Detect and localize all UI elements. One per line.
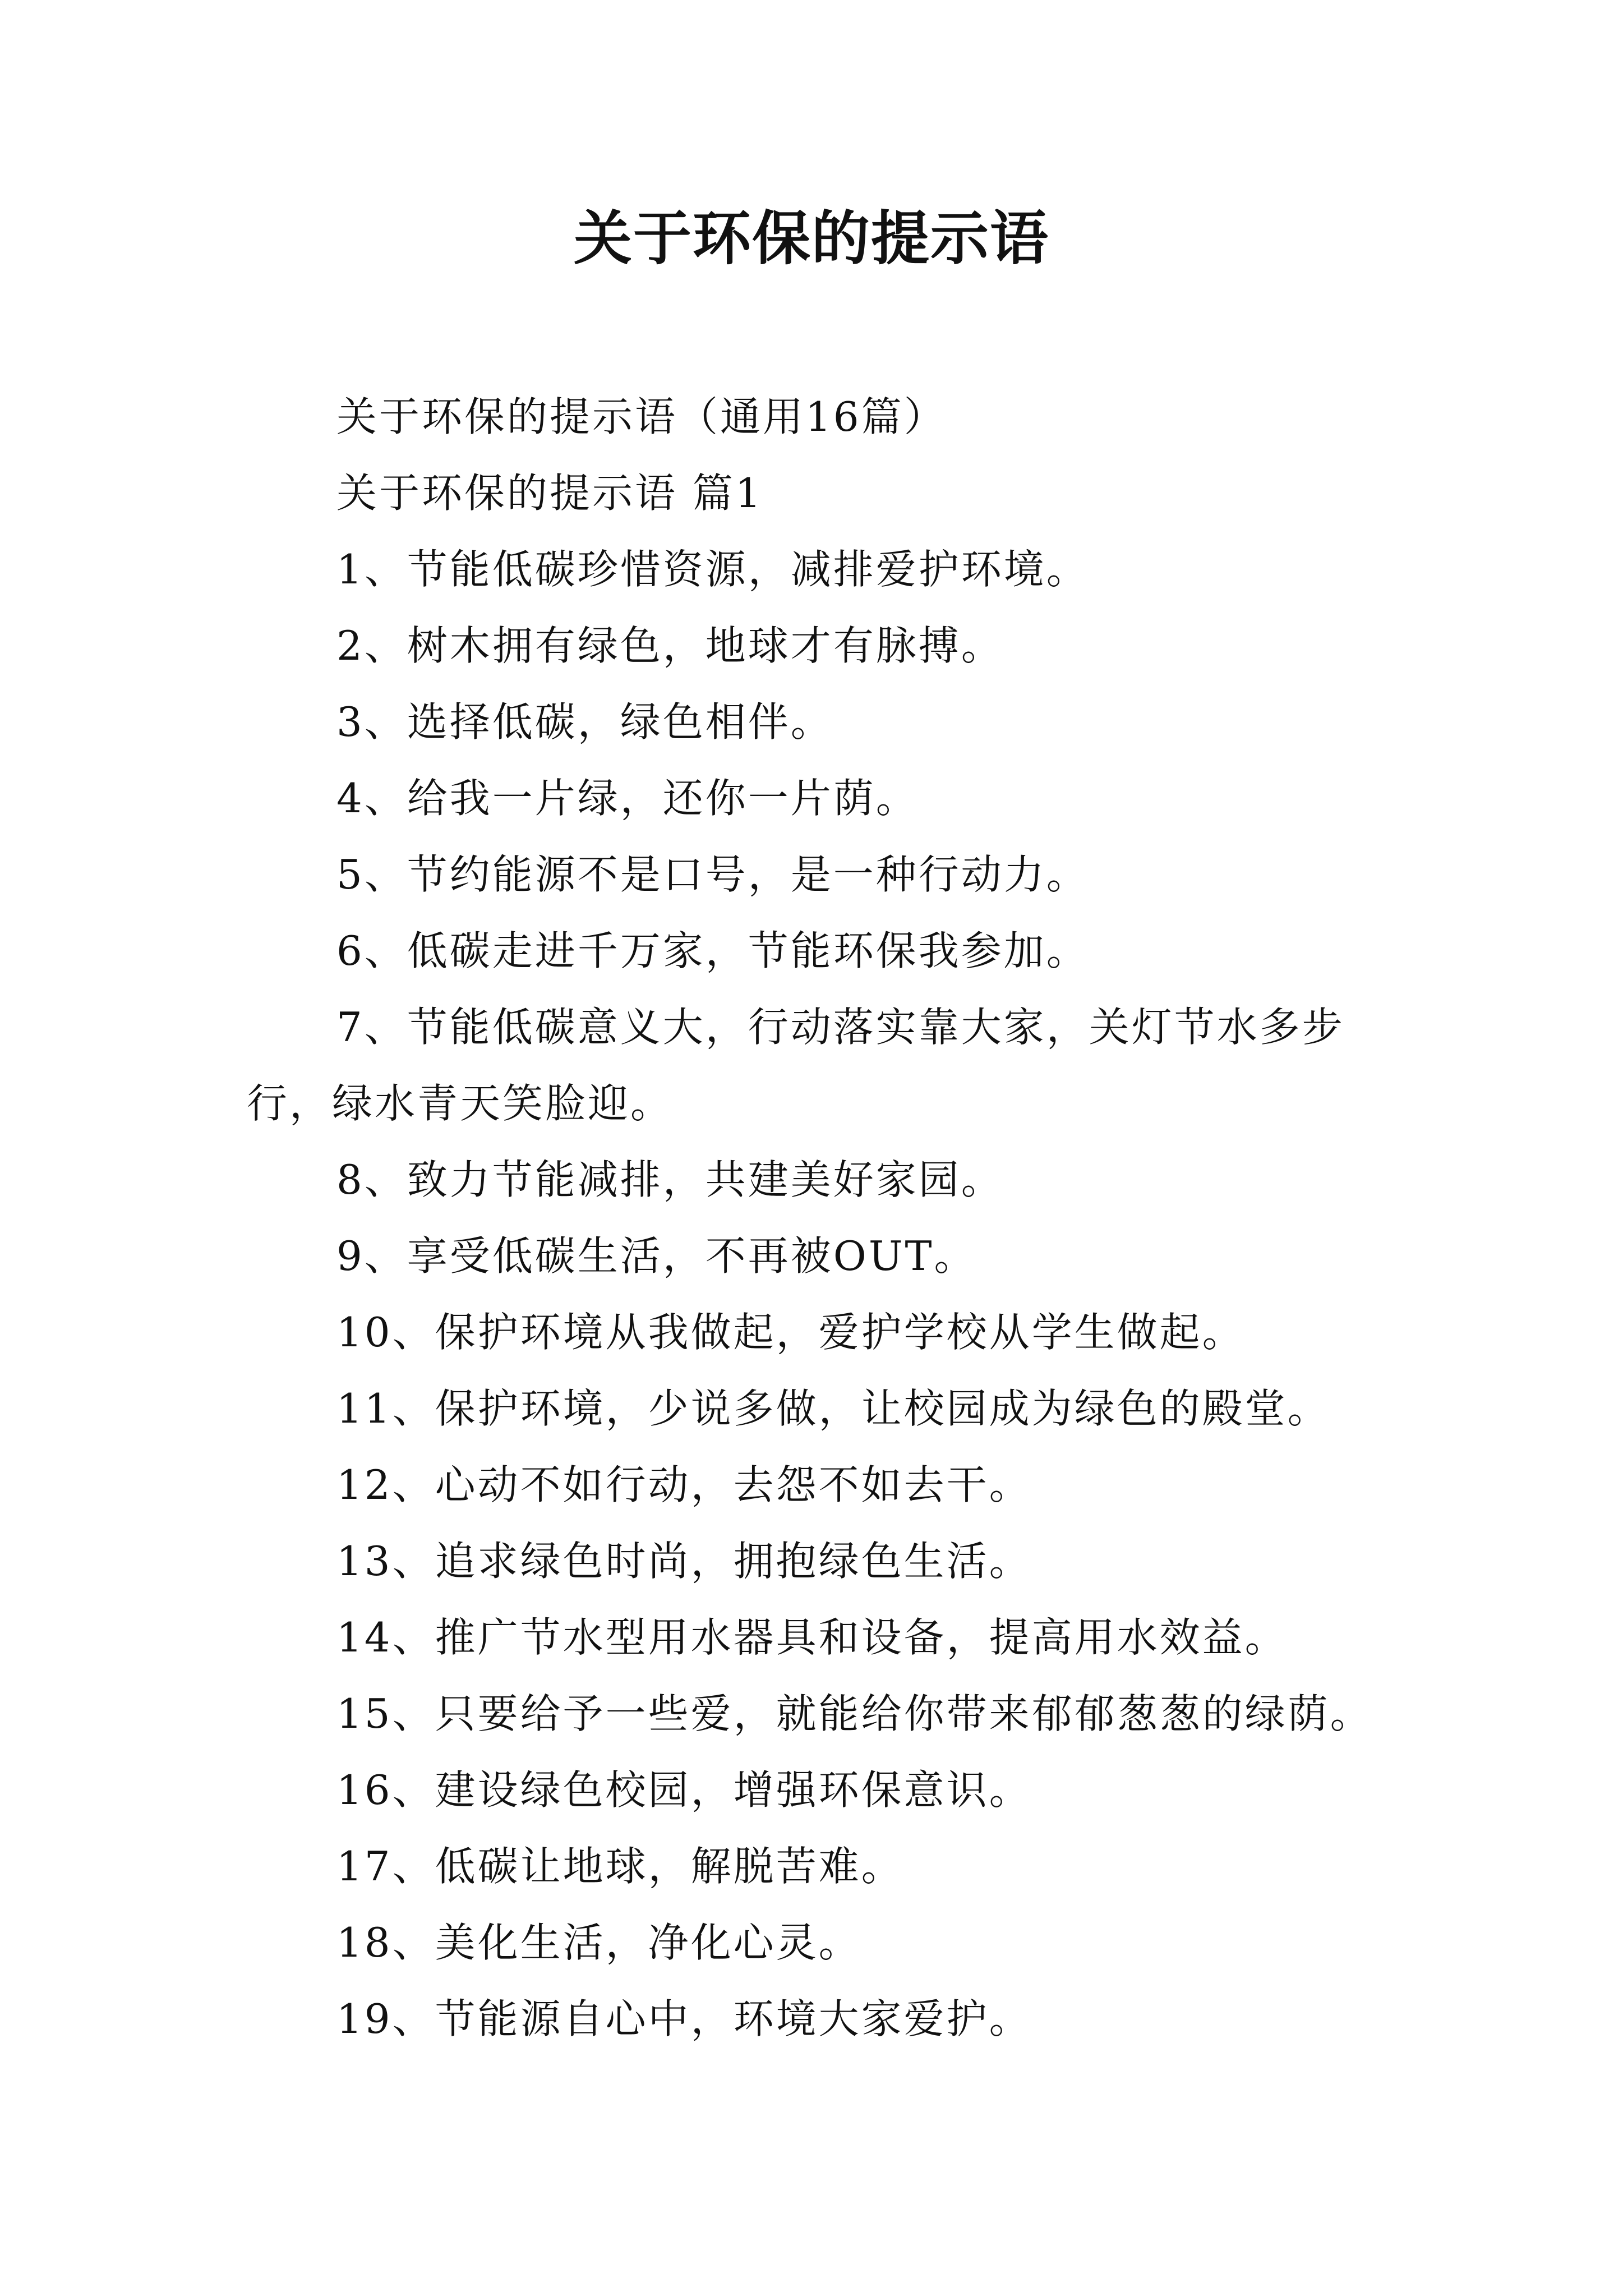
slogan-item: 9、享受低碳生活，不再被OUT。: [336, 1232, 977, 1280]
slogan-item: 11、保护环境，少说多做，让校园成为绿色的殿堂。: [336, 1385, 1330, 1432]
slogan-item: 16、建设绿色校园，增强环保意识。: [336, 1766, 1032, 1814]
slogan-item: 7、节能低碳意义大，行动落实靠大家，关灯节水多步行，绿水青天笑脸迎。: [247, 1004, 1345, 1127]
slogan-item: 4、给我一片绿，还你一片荫。: [336, 775, 919, 822]
section-heading: 关于环保的提示语 篇1: [336, 470, 763, 517]
subtitle: 关于环保的提示语（通用16篇）: [336, 393, 947, 440]
slogan-item: 17、低碳让地球，解脱苦难。: [336, 1843, 904, 1890]
slogan-item: 2、树木拥有绿色，地球才有脉搏。: [336, 622, 1004, 669]
slogan-item: 18、美化生活，净化心灵。: [336, 1919, 861, 1966]
slogan-item: 3、选择低碳，绿色相伴。: [336, 698, 833, 746]
slogan-item: 13、追求绿色时尚，拥抱绿色生活。: [336, 1538, 1032, 1585]
slogan-item: 1、节能低碳珍惜资源，减排爱护环境。: [336, 546, 1089, 593]
slogan-item: 19、节能源自心中，环境大家爱护。: [336, 1995, 1032, 2042]
document-title: 关于环保的提示语: [573, 204, 1049, 273]
slogan-item: 6、低碳走进千万家，节能环保我参加。: [336, 927, 1089, 974]
slogan-item: 12、心动不如行动，去怨不如去干。: [336, 1461, 1032, 1508]
slogan-item: 14、推广节水型用水器具和设备，提高用水效益。: [336, 1614, 1288, 1661]
slogan-item: 15、只要给予一些爱，就能给你带来郁郁葱葱的绿荫。: [336, 1690, 1373, 1737]
document-body: [247, 379, 1413, 2057]
slogan-item: 5、节约能源不是口号，是一种行动力。: [336, 851, 1089, 898]
slogan-item: 10、保护环境从我做起，爱护学校从学生做起。: [336, 1309, 1245, 1356]
slogan-item: 8、致力节能减排，共建美好家园。: [336, 1156, 1004, 1203]
